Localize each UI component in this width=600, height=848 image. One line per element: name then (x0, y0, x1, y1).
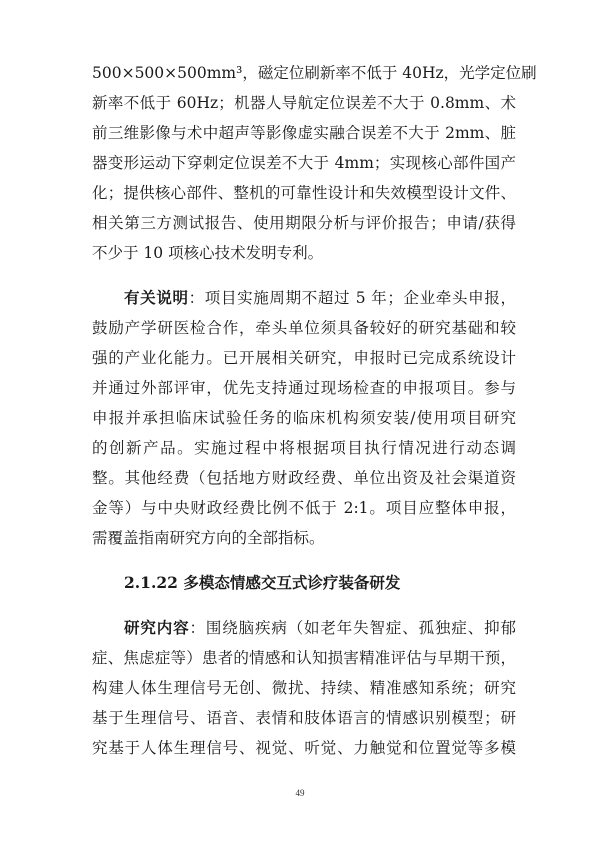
text-line: 基于生理信号、语音、表情和肢体语言的情感识别模型；研 (92, 709, 516, 727)
text-line: 鼓励产学研医检合作，牵头单位须具备较好的研究基础和较 (92, 319, 516, 337)
text-line: 相关第三方测试报告、使用期限分析与评价报告；申请/获得 (92, 214, 516, 232)
text-line: 的创新产品。实施过程中将根据项目执行情况进行动态调 (92, 439, 516, 457)
text-line: 需覆盖指南研究方向的全部指标。 (92, 529, 325, 547)
page-number: 49 (295, 788, 305, 798)
text-line: 症、焦虑症等）患者的情感和认知损害精准评估与早期干预， (92, 649, 516, 667)
section-lead-label: 有关说明 (124, 288, 189, 307)
text-line: 器变形运动下穿刺定位误差不大于 4mm；实现核心部件国产 (92, 154, 516, 172)
text-line: 整。其他经费（包括地方财政经费、单位出资及社会渠道资 (92, 469, 516, 487)
text-line: 新率不低于 60Hz；机器人导航定位误差不大于 0.8mm、术 (92, 94, 516, 112)
text-line: 金等）与中央财政经费比例不低于 2:1。项目应整体申报， (92, 499, 516, 517)
text-line: 构建人体生理信号无创、微扰、持续、精准感知系统；研究 (92, 679, 516, 697)
paragraph-start-line: 研究内容：围绕脑疾病（如老年失智症、孤独症、抑郁 (124, 618, 516, 637)
text-line: 不少于 10 项核心技术发明专利。 (92, 244, 324, 262)
text-line: 前三维影像与术中超声等影像虚实融合误差不大于 2mm、脏 (92, 124, 516, 142)
text-line: 500×500×500mm³，磁定位刷新率不低于 40Hz，光学定位刷 (92, 64, 537, 82)
paragraph-start-line: 有关说明：项目实施周期不超过 5 年；企业牵头申报， (124, 288, 516, 307)
text-line: 究基于人体生理信号、视觉、听觉、力触觉和位置觉等多模 (92, 739, 516, 757)
section-heading: 2.1.22 多模态情感交互式诊疗装备研发 (124, 573, 401, 592)
section-lead-label: 研究内容 (124, 618, 190, 637)
text-line: 强的产业化能力。已开展相关研究，申报时已完成系统设计 (92, 349, 516, 367)
text-line: 并通过外部评审，优先支持通过现场检查的申报项目。参与 (92, 379, 516, 397)
text-line: 化；提供核心部件、整机的可靠性设计和失效模型设计文件、 (92, 184, 516, 202)
text-line: 申报并承担临床试验任务的临床机构须安装/使用项目研究 (92, 409, 516, 427)
